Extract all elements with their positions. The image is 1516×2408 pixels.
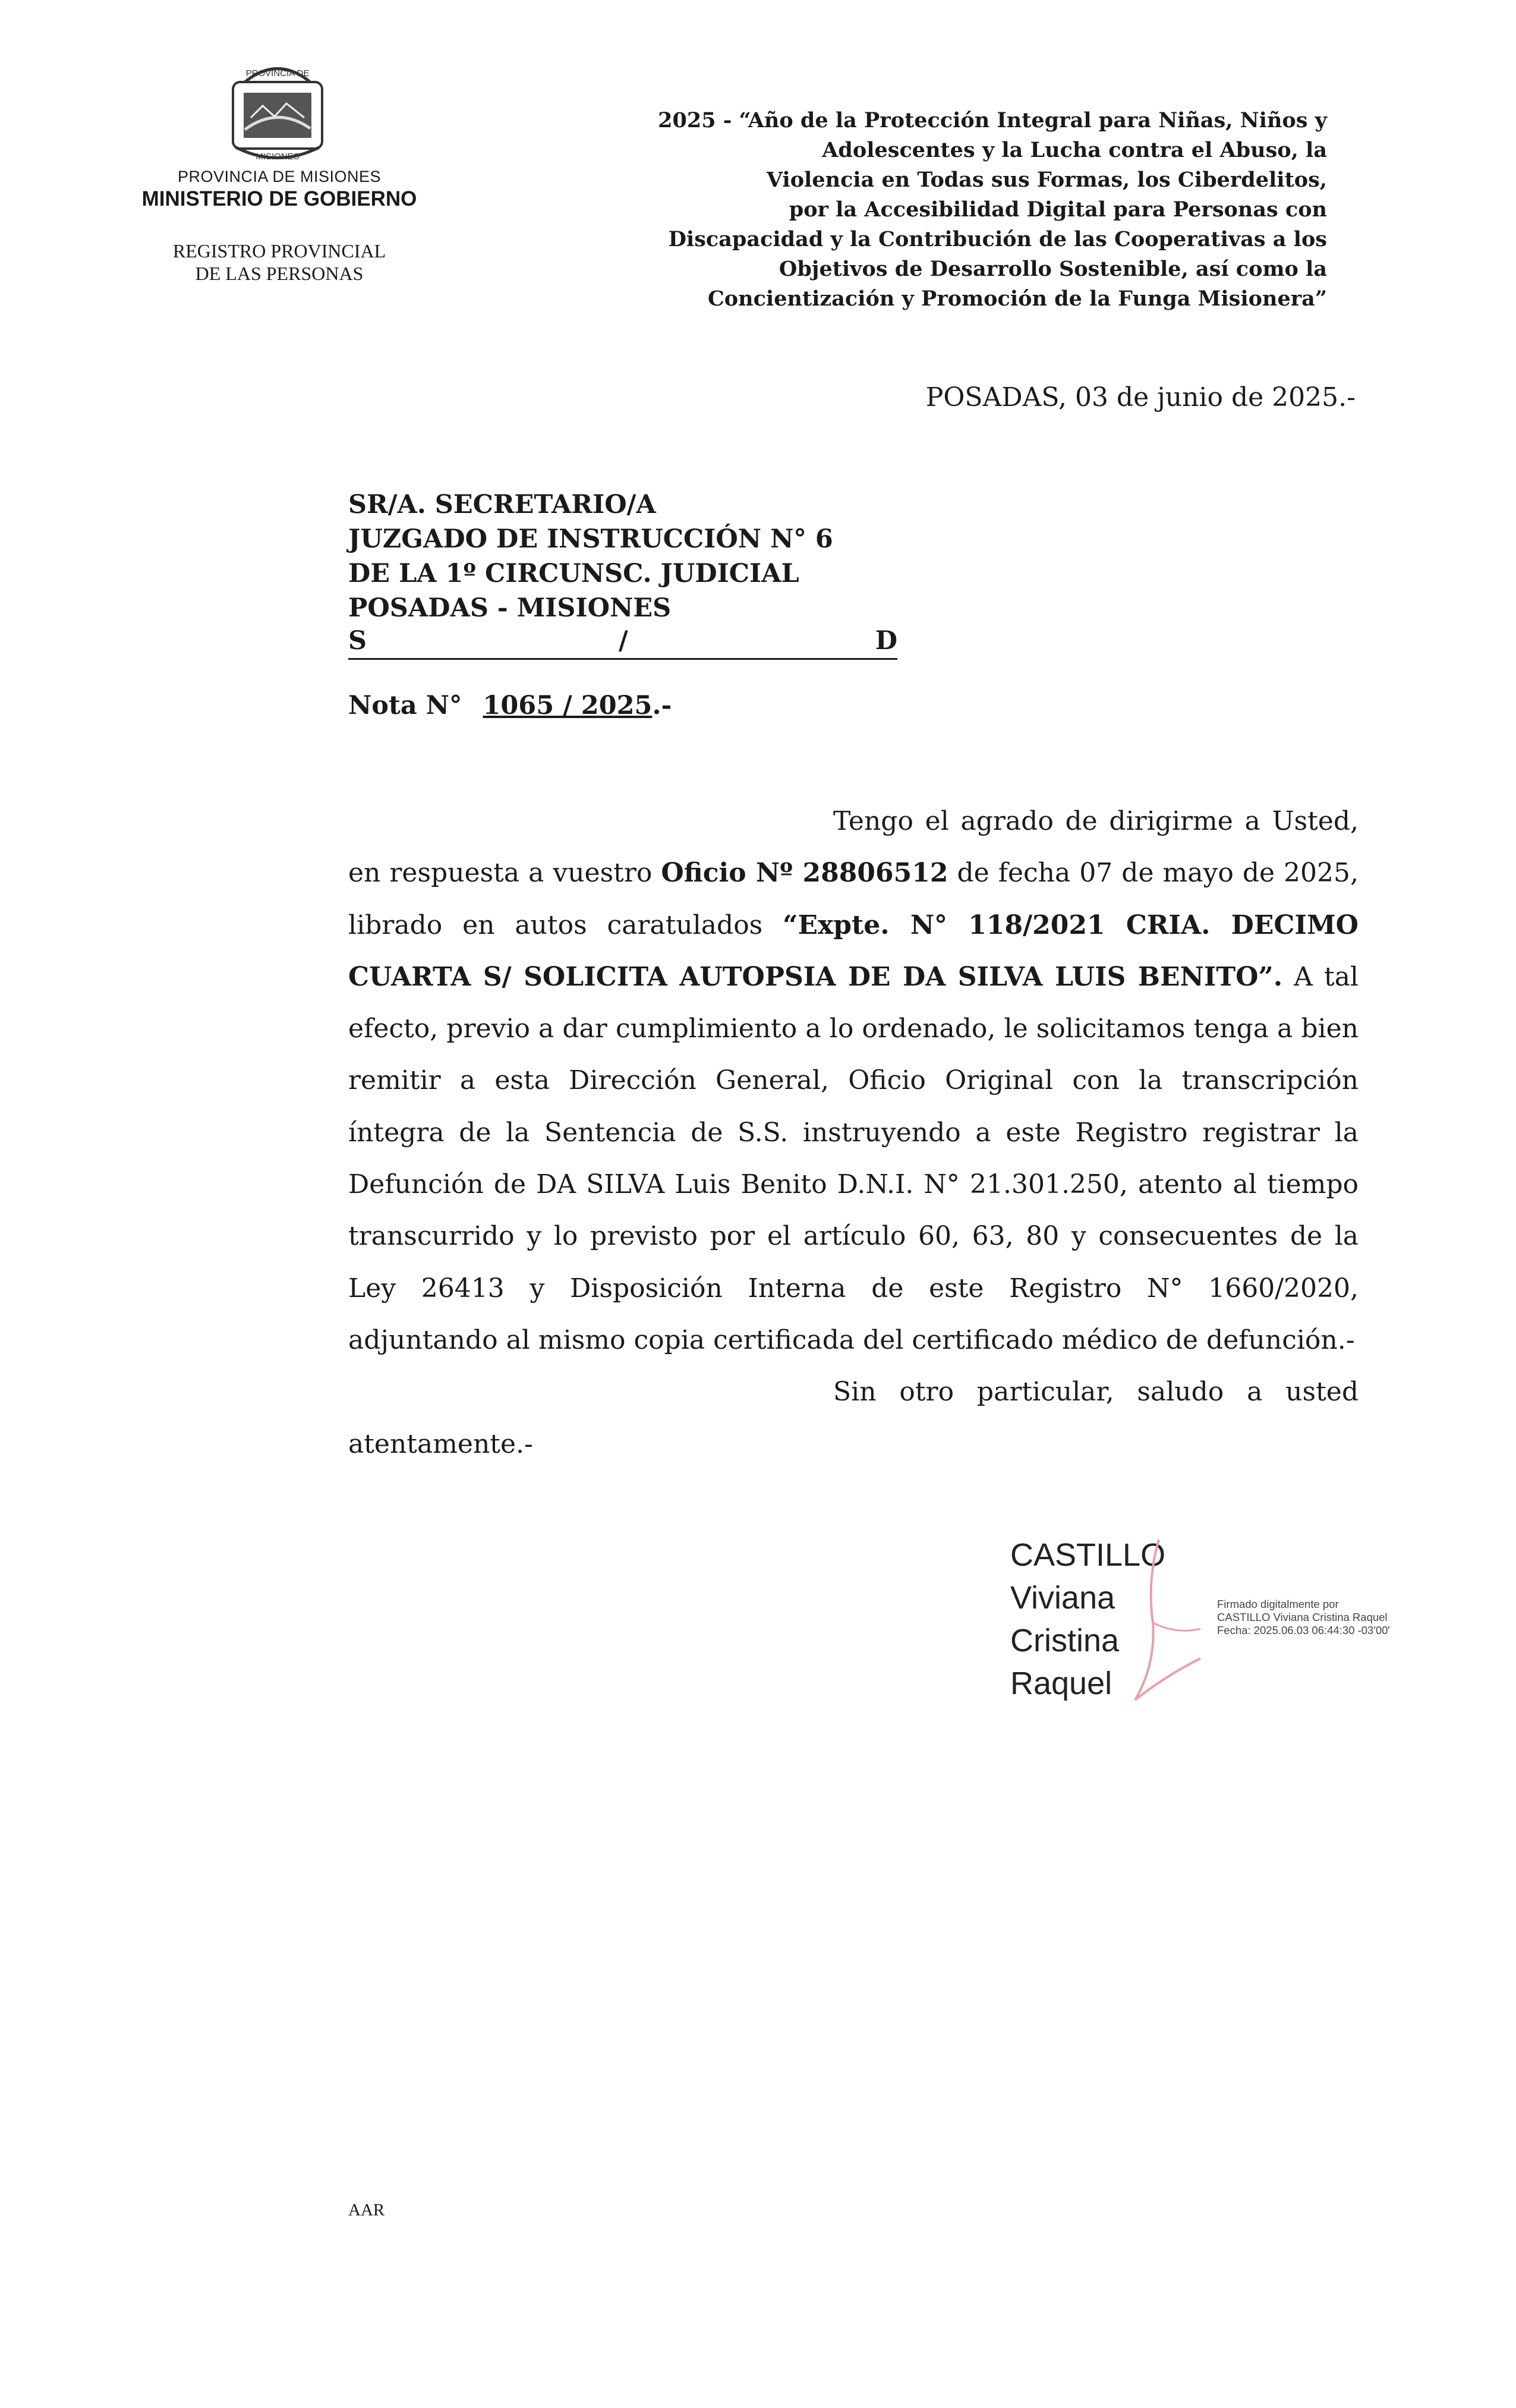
nota-label: Nota N° — [348, 691, 462, 720]
nota-suffix: .- — [652, 691, 672, 720]
letterhead-registry-line2: DE LAS PERSONAS — [195, 263, 364, 284]
recipient-block — [348, 487, 833, 625]
digital-signature-line: CASTILLO Viviana Cristina Raquel — [1217, 1611, 1388, 1623]
letterhead-ministry: MINISTERIO DE GOBIERNO — [141, 187, 417, 210]
letterhead-province: PROVINCIA DE MISIONES — [177, 168, 382, 185]
signer-name-line: CASTILLO — [1010, 1537, 1166, 1573]
motto-line: Discapacidad y la Contribución de las Cooperativas a los — [668, 227, 1327, 251]
sd-slash: / — [619, 626, 628, 656]
body-text: Tengo el agrado de dirigirme a Usted, en respuesta a vuestro — [348, 806, 1359, 889]
motto-line: Objetivos de Desarrollo Sostenible, así como la — [779, 257, 1327, 281]
province-seal-logo — [221, 58, 334, 164]
sd-line — [348, 626, 897, 660]
motto-line: Violencia en Todas sus Formas, los Ciberdelitos, — [766, 168, 1327, 192]
seal-text-bottom: MISIONES — [256, 152, 300, 162]
recipient-line: JUZGADO DE INSTRUCCIÓN N° 6 — [348, 524, 833, 554]
recipient-line: POSADAS - MISIONES — [348, 593, 672, 623]
motto-line: por la Accesibilidad Digital para Personas con — [789, 197, 1327, 222]
digital-signature-line: Fecha: 2025.06.03 06:44:30 -03'00' — [1217, 1624, 1390, 1636]
signer-name-line: Cristina — [1010, 1623, 1120, 1658]
recipient-line: DE LA 1º CIRCUNSC. JUDICIAL — [348, 559, 799, 588]
seal-text-top: PROVINCIA DE — [245, 68, 310, 78]
letter-date: POSADAS, 03 de junio de 2025.- — [925, 382, 1356, 413]
letterhead-registry-line1: REGISTRO PROVINCIAL — [172, 240, 386, 262]
footer-initials: AAR — [348, 2201, 385, 2220]
nota-number — [348, 691, 672, 720]
recipient-line: SR/A. SECRETARIO/A — [348, 490, 656, 520]
digital-signature-stamp — [1217, 1598, 1390, 1637]
motto-line: Concientización y Promoción de la Funga Misionera” — [707, 287, 1327, 311]
year-motto — [547, 106, 1327, 314]
body-paragraph-2: Sin otro particular, saludo a usted atentamente.- — [348, 1377, 1359, 1459]
letter-body — [348, 795, 1359, 1470]
expediente-reference: “Expte. N° 118/2021 CRIA. DECIMO CUARTA S/ SOLICITA AUTOPSIA DE DA SILVA LUIS BENITO”. — [348, 909, 1359, 992]
oficio-reference: Oficio Nº 28806512 — [661, 858, 948, 889]
nota-value: 1065 / 2025 — [483, 691, 653, 720]
body-paragraph-1 — [348, 795, 1359, 1366]
body-text: A tal efecto, previo a dar cumplimiento a lo ordenado, le solicitamos tenga a bien remitir a esta Dirección General, Oficio Original con la transcripción íntegra de la Sentencia de S.S. instruyendo a este Registro registrar la Defunción de DA SILVA Luis Benito D.N.I. N° 21.301.250, atento al tiempo transcurrido y lo previsto por el artículo 60, 63, 80 y consecuentes de la Ley 26413 y Disposición Interna de este Registro N° 1660/2020, adjuntando al mismo copia certificada del certificado médico de defunción.- — [348, 961, 1359, 1355]
signer-name-line: Viviana — [1010, 1580, 1115, 1616]
signature-mark-icon — [1111, 1534, 1206, 1712]
body-text: de fecha 07 de mayo de 2025, librado en autos caratulados — [348, 858, 1359, 940]
sd-s: S — [348, 626, 367, 656]
motto-line: 2025 - “Año de la Protección Integral para Niñas, Niños y — [658, 108, 1327, 133]
digital-signature-line: Firmado digitalmente por — [1217, 1598, 1339, 1610]
motto-line: Adolescentes y la Lucha contra el Abuso, la — [822, 138, 1327, 162]
sd-d: D — [875, 626, 897, 656]
signer-name-line: Raquel — [1010, 1666, 1112, 1701]
